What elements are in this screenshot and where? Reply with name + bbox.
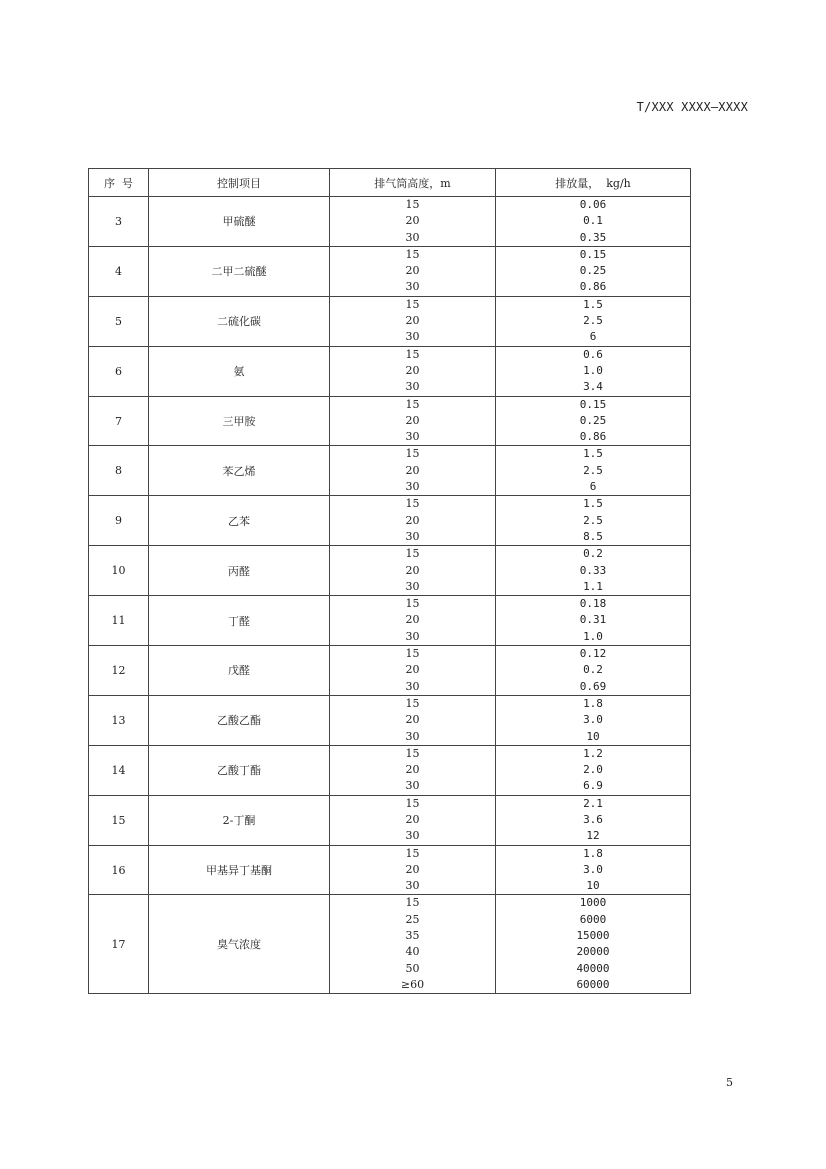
stack-height-value: 30 xyxy=(405,280,420,294)
stack-height-value: ≥60 xyxy=(400,977,425,991)
emission-rate-value: 1.0 xyxy=(583,363,603,377)
row-number: 13 xyxy=(89,695,149,745)
emission-rate-value: 0.33 xyxy=(579,563,607,577)
emission-rate-value: 10 xyxy=(586,879,600,893)
emission-rate-value: 0.1 xyxy=(583,214,603,228)
emission-rate-value: 1.5 xyxy=(583,297,603,311)
emission-rates xyxy=(496,695,691,745)
control-item: 乙酸乙酯 xyxy=(149,695,330,745)
stack-height-value: 15 xyxy=(405,796,420,810)
emission-rate-value: 0.2 xyxy=(583,547,603,561)
emission-rate-value: 1.1 xyxy=(583,579,603,593)
table-row xyxy=(89,795,691,845)
emission-rate-value: 3.6 xyxy=(583,812,603,826)
emission-rates xyxy=(496,296,691,346)
stack-height-value: 20 xyxy=(405,713,420,727)
emission-rates xyxy=(496,496,691,546)
stack-height-value: 15 xyxy=(405,647,420,661)
emission-rate-value: 0.31 xyxy=(579,613,607,627)
stack-heights xyxy=(330,895,496,994)
control-item: 2-丁酮 xyxy=(149,795,330,845)
column-header-item: 控制项目 xyxy=(149,169,330,197)
emission-rate-value: 10 xyxy=(586,729,600,743)
column-header-rate: 排放量， kg/h xyxy=(496,169,691,197)
stack-height-value: 30 xyxy=(405,729,420,743)
emission-rate-value: 6 xyxy=(589,330,597,344)
control-item: 二硫化碳 xyxy=(149,296,330,346)
stack-height-value: 15 xyxy=(405,846,420,860)
stack-height-value: 15 xyxy=(405,297,420,311)
document-code: T/XXX XXXX—XXXX xyxy=(636,100,748,114)
stack-height-value: 35 xyxy=(405,929,420,943)
emission-rate-value: 15000 xyxy=(576,929,610,943)
table-body xyxy=(89,197,691,994)
stack-height-value: 40 xyxy=(405,945,420,959)
emission-rate-value: 60000 xyxy=(576,977,610,991)
emission-rates xyxy=(496,745,691,795)
emission-rate-value: 0.6 xyxy=(583,347,603,361)
stack-height-value: 30 xyxy=(405,480,420,494)
emission-rate-value: 0.86 xyxy=(579,430,607,444)
emission-rates xyxy=(496,396,691,446)
emission-rate-value: 6000 xyxy=(579,912,607,926)
stack-height-value: 15 xyxy=(405,198,420,211)
emission-rate-value: 2.5 xyxy=(583,513,603,527)
stack-heights xyxy=(330,745,496,795)
emission-rate-value: 1.0 xyxy=(583,629,603,643)
stack-height-value: 30 xyxy=(405,529,420,543)
control-item: 氨 xyxy=(149,346,330,396)
emission-rates xyxy=(496,546,691,596)
stack-height-value: 30 xyxy=(405,579,420,593)
emission-rates xyxy=(496,596,691,646)
stack-heights xyxy=(330,296,496,346)
control-item: 乙苯 xyxy=(149,496,330,546)
table-row xyxy=(89,745,691,795)
control-item: 丁醛 xyxy=(149,596,330,646)
control-item: 臭气浓度 xyxy=(149,895,330,994)
stack-height-value: 50 xyxy=(405,961,420,975)
table-row xyxy=(89,396,691,446)
stack-height-value: 15 xyxy=(405,447,420,461)
table-row xyxy=(89,296,691,346)
row-number: 6 xyxy=(89,346,149,396)
stack-height-value: 15 xyxy=(405,597,420,611)
row-number: 3 xyxy=(89,197,149,247)
emission-rates xyxy=(496,346,691,396)
control-item: 甲基异丁基酮 xyxy=(149,845,330,895)
emission-rate-value: 0.12 xyxy=(579,647,607,661)
stack-height-value: 20 xyxy=(405,413,420,427)
emission-rates xyxy=(496,246,691,296)
stack-heights xyxy=(330,197,496,247)
stack-heights xyxy=(330,246,496,296)
row-number: 11 xyxy=(89,596,149,646)
row-number: 4 xyxy=(89,246,149,296)
emission-rate-value: 1.8 xyxy=(583,846,603,860)
table-row xyxy=(89,646,691,696)
stack-height-value: 15 xyxy=(405,497,420,511)
emission-rate-value: 0.18 xyxy=(579,597,607,611)
emission-rate-value: 0.2 xyxy=(583,663,603,677)
row-number: 16 xyxy=(89,845,149,895)
stack-height-value: 20 xyxy=(405,862,420,876)
emission-rates xyxy=(496,845,691,895)
emission-rate-value: 20000 xyxy=(576,945,610,959)
emission-rate-value: 1000 xyxy=(579,896,607,910)
emission-limits-table xyxy=(88,168,691,994)
emission-rate-value: 0.15 xyxy=(579,247,607,261)
stack-height-value: 20 xyxy=(405,812,420,826)
row-number: 17 xyxy=(89,895,149,994)
stack-height-value: 30 xyxy=(405,679,420,693)
emission-rate-value: 0.25 xyxy=(579,264,607,278)
stack-height-value: 30 xyxy=(405,779,420,793)
emission-rate-value: 2.0 xyxy=(583,763,603,777)
table-row xyxy=(89,845,691,895)
stack-height-value: 15 xyxy=(405,746,420,760)
stack-heights xyxy=(330,546,496,596)
emission-rate-value: 0.25 xyxy=(579,413,607,427)
stack-heights xyxy=(330,646,496,696)
row-number: 7 xyxy=(89,396,149,446)
control-item: 戊醛 xyxy=(149,646,330,696)
emission-rate-value: 2.1 xyxy=(583,796,603,810)
stack-height-value: 30 xyxy=(405,430,420,444)
emission-rate-value: 1.2 xyxy=(583,746,603,760)
stack-height-value: 20 xyxy=(405,763,420,777)
table-header-row xyxy=(89,169,691,197)
emission-rate-value: 0.35 xyxy=(579,230,607,244)
stack-height-value: 30 xyxy=(405,629,420,643)
stack-height-value: 15 xyxy=(405,696,420,710)
stack-height-value: 25 xyxy=(405,912,420,926)
stack-heights xyxy=(330,795,496,845)
stack-height-value: 20 xyxy=(405,513,420,527)
row-number: 5 xyxy=(89,296,149,346)
column-header-height: 排气筒高度，m xyxy=(330,169,496,197)
row-number: 9 xyxy=(89,496,149,546)
emission-rates xyxy=(496,197,691,247)
control-item: 二甲二硫醚 xyxy=(149,246,330,296)
column-header-number: 序 号 xyxy=(89,169,149,197)
emission-rate-value: 1.8 xyxy=(583,696,603,710)
stack-heights xyxy=(330,496,496,546)
emission-rate-value: 1.5 xyxy=(583,447,603,461)
stack-heights xyxy=(330,346,496,396)
emission-rate-value: 12 xyxy=(586,829,600,843)
row-number: 12 xyxy=(89,646,149,696)
emission-rate-value: 0.69 xyxy=(579,679,607,693)
stack-height-value: 20 xyxy=(405,463,420,477)
stack-heights xyxy=(330,695,496,745)
stack-height-value: 30 xyxy=(405,330,420,344)
emission-rate-value: 0.86 xyxy=(579,280,607,294)
table-row xyxy=(89,197,691,247)
stack-height-value: 30 xyxy=(405,829,420,843)
table-row xyxy=(89,496,691,546)
emission-rate-value: 3.0 xyxy=(583,713,603,727)
emission-rate-value: 40000 xyxy=(576,961,610,975)
stack-height-value: 15 xyxy=(405,347,420,361)
stack-height-value: 20 xyxy=(405,264,420,278)
emission-rate-value: 0.06 xyxy=(579,198,607,211)
emission-rate-value: 3.4 xyxy=(583,380,603,394)
stack-height-value: 20 xyxy=(405,214,420,228)
control-item: 甲硫醚 xyxy=(149,197,330,247)
stack-height-value: 20 xyxy=(405,563,420,577)
row-number: 14 xyxy=(89,745,149,795)
row-number: 8 xyxy=(89,446,149,496)
emission-rates xyxy=(496,646,691,696)
control-item: 乙酸丁酯 xyxy=(149,745,330,795)
stack-heights xyxy=(330,596,496,646)
stack-height-value: 15 xyxy=(405,547,420,561)
stack-heights xyxy=(330,446,496,496)
control-item: 三甲胺 xyxy=(149,396,330,446)
control-item: 苯乙烯 xyxy=(149,446,330,496)
table-row xyxy=(89,246,691,296)
emission-rate-value: 2.5 xyxy=(583,463,603,477)
emission-rate-value: 6 xyxy=(589,480,597,494)
table-row xyxy=(89,895,691,994)
emission-rates xyxy=(496,895,691,994)
table-row xyxy=(89,596,691,646)
emission-rate-value: 2.5 xyxy=(583,314,603,328)
emission-rate-value: 6.9 xyxy=(583,779,603,793)
table-row xyxy=(89,446,691,496)
stack-height-value: 30 xyxy=(405,879,420,893)
stack-height-value: 30 xyxy=(405,380,420,394)
emission-rate-value: 8.5 xyxy=(583,529,603,543)
page-number: 5 xyxy=(726,1076,733,1089)
row-number: 15 xyxy=(89,795,149,845)
table-row xyxy=(89,346,691,396)
stack-height-value: 15 xyxy=(405,896,420,910)
stack-heights xyxy=(330,845,496,895)
stack-height-value: 20 xyxy=(405,314,420,328)
stack-height-value: 30 xyxy=(405,230,420,244)
stack-height-value: 20 xyxy=(405,363,420,377)
control-item: 丙醛 xyxy=(149,546,330,596)
emission-rate-value: 0.15 xyxy=(579,397,607,411)
emission-rates xyxy=(496,795,691,845)
stack-height-value: 20 xyxy=(405,663,420,677)
row-number: 10 xyxy=(89,546,149,596)
table-row xyxy=(89,695,691,745)
stack-height-value: 15 xyxy=(405,247,420,261)
stack-heights xyxy=(330,396,496,446)
emission-rate-value: 1.5 xyxy=(583,497,603,511)
emission-rates xyxy=(496,446,691,496)
stack-height-value: 20 xyxy=(405,613,420,627)
table-row xyxy=(89,546,691,596)
stack-height-value: 15 xyxy=(405,397,420,411)
emission-rate-value: 3.0 xyxy=(583,862,603,876)
